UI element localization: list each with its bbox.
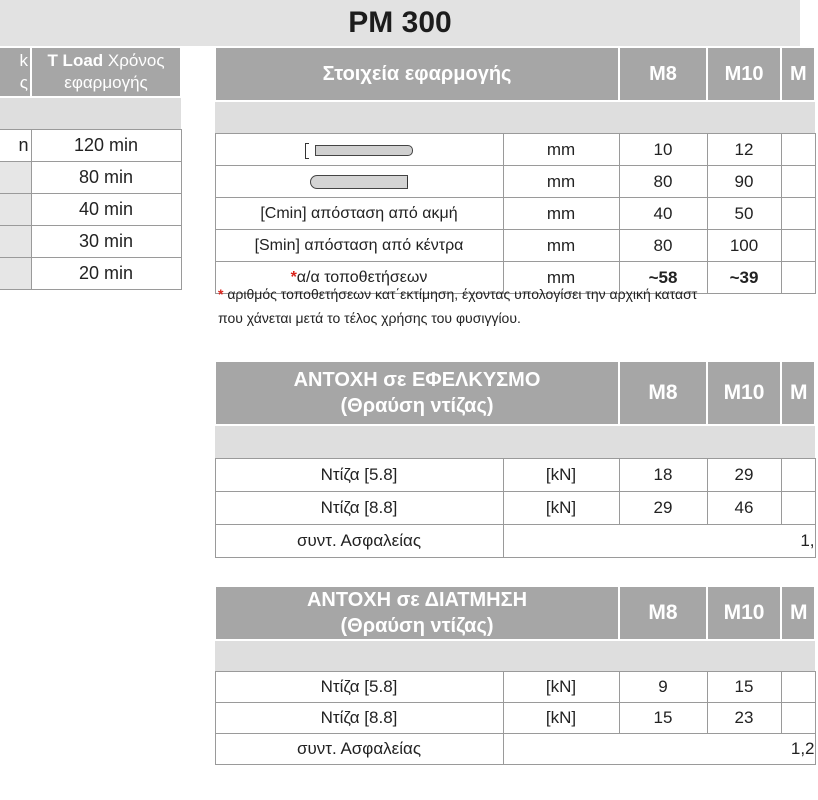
- value-m8: 29: [619, 492, 707, 525]
- separator-band: [215, 425, 815, 459]
- shear-strength-table: [214, 585, 816, 765]
- value-m10: 50: [707, 198, 781, 230]
- column-header-m10: M10: [707, 361, 781, 425]
- tensile-header: [215, 361, 619, 425]
- separator-band: [215, 640, 815, 672]
- partial-cell: [0, 226, 31, 258]
- column-header-m10: M10: [707, 586, 781, 640]
- safety-value: 1,2: [503, 734, 815, 765]
- asterisk-mark: *: [290, 268, 297, 286]
- table-row: [215, 230, 815, 262]
- tensile-header-row: [215, 361, 815, 425]
- column-header-partial: M: [781, 361, 815, 425]
- value-partial: [781, 492, 815, 525]
- table-row: [0, 226, 181, 258]
- bolt-with-washer-icon: [305, 142, 413, 158]
- safety-label: συντ. Ασφαλείας: [215, 525, 503, 558]
- safety-label: συντ. Ασφαλείας: [215, 734, 503, 765]
- application-table: [214, 46, 816, 294]
- value-m8: 10: [619, 134, 707, 166]
- t-load-label: T Load: [47, 51, 104, 70]
- table-row: [0, 162, 181, 194]
- shear-header-line2: (Θραύση ντίζας): [340, 615, 494, 637]
- column-header-m8: M8: [619, 47, 707, 101]
- value-m10: 15: [707, 672, 781, 703]
- separator-band: [0, 97, 181, 130]
- separator-band: [215, 101, 815, 134]
- application-header-row: [215, 47, 815, 101]
- value-m10: 100: [707, 230, 781, 262]
- table-row: [215, 672, 815, 703]
- tensile-header-line1: ΑΝΤΟΧΗ σε ΕΦΕΛΚΥΣΜΟ: [293, 369, 541, 391]
- row-label: [Smin] απόσταση από κέντρα: [215, 230, 503, 262]
- bolt-cell: [215, 166, 503, 198]
- footnote-line2: που χάνεται μετά το τέλος χρήσης του φυσιγγίου.: [218, 310, 521, 326]
- table-row: [0, 258, 181, 290]
- unit-cell: [kN]: [503, 703, 619, 734]
- unit-cell: [kN]: [503, 492, 619, 525]
- partial-cell: n: [0, 130, 31, 162]
- load-time-value: 120 min: [31, 130, 181, 162]
- shear-header-row: [215, 586, 815, 640]
- shear-header: [215, 586, 619, 640]
- column-header-partial: M: [781, 47, 815, 101]
- load-time-header: [31, 47, 181, 97]
- table-row: [215, 166, 815, 198]
- page-title: PM 300: [348, 6, 452, 39]
- value-m10: 29: [707, 459, 781, 492]
- load-time-value: 40 min: [31, 194, 181, 226]
- row-label: Ντίζα [8.8]: [215, 703, 503, 734]
- value-m10: 12: [707, 134, 781, 166]
- value-m10: ~39: [707, 262, 781, 294]
- table-row: [215, 459, 815, 492]
- partial-cell: [0, 194, 31, 226]
- shear-header-line1: ΑΝΤΟΧΗ σε ΔΙΑΤΜΗΣΗ: [306, 589, 528, 611]
- column-header-m8: M8: [619, 586, 707, 640]
- value-partial: [781, 134, 815, 166]
- table-row: [215, 134, 815, 166]
- load-time-table: [0, 46, 182, 290]
- table-row: [215, 492, 815, 525]
- header-line1-rest: Χρόνος: [107, 51, 165, 70]
- unit-cell: [kN]: [503, 672, 619, 703]
- value-m8: 80: [619, 166, 707, 198]
- partial-cell: [0, 162, 31, 194]
- table-row: [215, 703, 815, 734]
- unit-cell: mm: [503, 198, 619, 230]
- footnote: [218, 282, 818, 330]
- value-m8: 15: [619, 703, 707, 734]
- value-partial: [781, 672, 815, 703]
- value-partial: [781, 166, 815, 198]
- partial-header-top: k: [19, 51, 28, 70]
- footnote-line1: αριθμός τοποθετήσεων κατ΄εκτίμηση, έχοντας υπολογίσει την αρχική καταστ: [223, 286, 698, 302]
- value-m8: 40: [619, 198, 707, 230]
- row-label: Ντίζα [8.8]: [215, 492, 503, 525]
- title-bar: [0, 0, 800, 46]
- application-header: Στοιχεία εφαρμογής: [215, 47, 619, 101]
- safety-row: [215, 525, 815, 558]
- partial-header-bottom: ς: [19, 73, 28, 92]
- load-time-header-row: [0, 47, 181, 97]
- header-line2: εφαρμογής: [64, 73, 148, 92]
- unit-cell: mm: [503, 134, 619, 166]
- value-partial: [781, 198, 815, 230]
- row-label: Ντίζα [5.8]: [215, 459, 503, 492]
- bolt-cell: [215, 134, 503, 166]
- table-row: [215, 198, 815, 230]
- value-m8: 9: [619, 672, 707, 703]
- footnote-mark: *: [218, 286, 224, 302]
- partial-cell: [0, 258, 31, 290]
- column-header-m10: M10: [707, 47, 781, 101]
- partial-header-cell: [0, 47, 31, 97]
- unit-cell: [kN]: [503, 459, 619, 492]
- tensile-header-line2: (Θραύση ντίζας): [340, 395, 494, 417]
- bolt-rounded-icon: [310, 173, 408, 191]
- value-m10: 90: [707, 166, 781, 198]
- unit-cell: mm: [503, 166, 619, 198]
- tensile-strength-table: [214, 360, 816, 558]
- load-time-value: 80 min: [31, 162, 181, 194]
- value-partial: [781, 230, 815, 262]
- table-row: [0, 194, 181, 226]
- column-header-m8: M8: [619, 361, 707, 425]
- row-label-text: α/α τοποθετήσεων: [296, 268, 428, 286]
- value-m8: 80: [619, 230, 707, 262]
- value-m10: 46: [707, 492, 781, 525]
- load-time-value: 30 min: [31, 226, 181, 258]
- load-time-value: 20 min: [31, 258, 181, 290]
- safety-value: 1,: [503, 525, 815, 558]
- value-m8: ~58: [619, 262, 707, 294]
- value-m10: 23: [707, 703, 781, 734]
- safety-row: [215, 734, 815, 765]
- row-label: Ντίζα [5.8]: [215, 672, 503, 703]
- unit-cell: mm: [503, 230, 619, 262]
- column-header-partial: M: [781, 586, 815, 640]
- value-m8: 18: [619, 459, 707, 492]
- value-partial: [781, 703, 815, 734]
- value-partial: [781, 459, 815, 492]
- row-label: [Cmin] απόσταση από ακμή: [215, 198, 503, 230]
- unit-cell: mm: [503, 262, 619, 294]
- table-row: [0, 130, 181, 162]
